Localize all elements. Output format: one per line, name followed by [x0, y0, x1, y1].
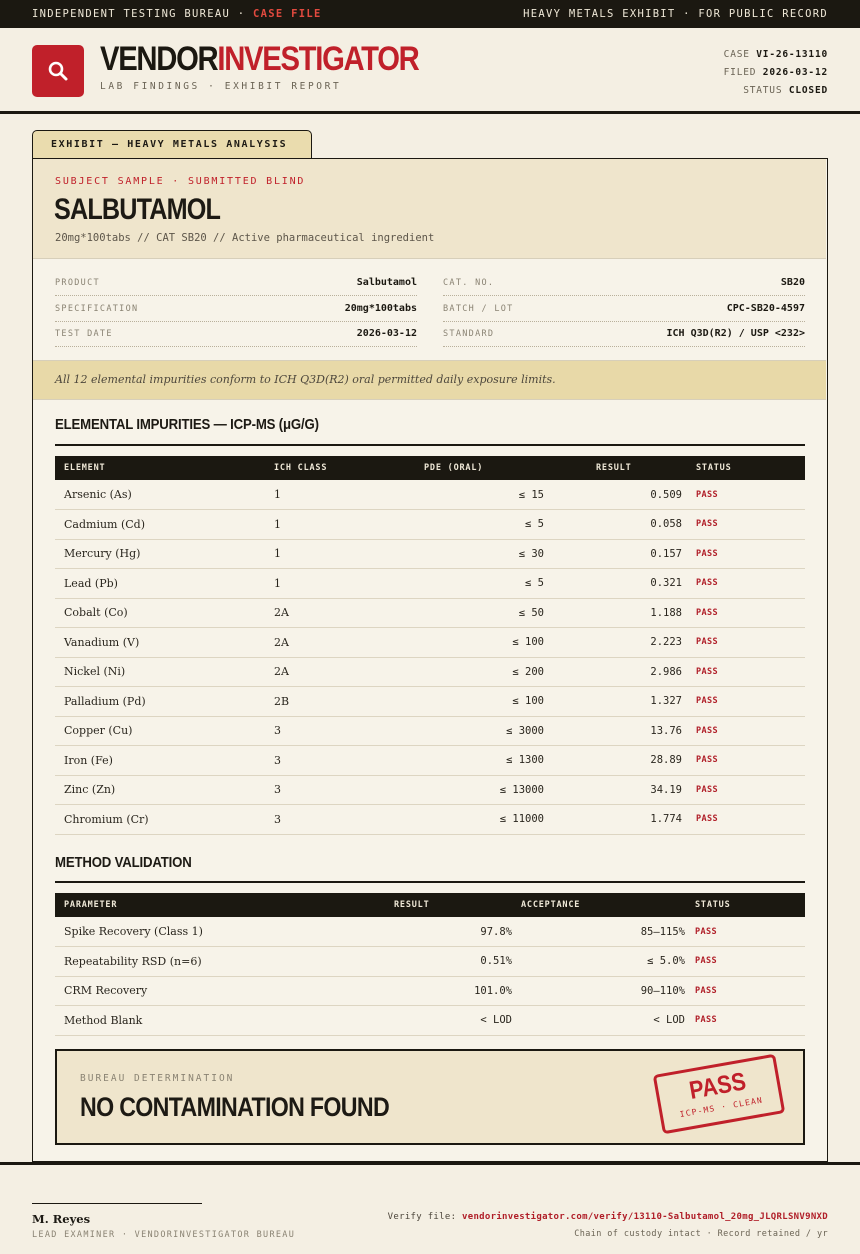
- case-status: STATUS CLOSED: [743, 85, 828, 96]
- parameter-cell: Spike Recovery (Class 1): [55, 917, 385, 947]
- table-row: [55, 805, 805, 835]
- pde-cell: ≤ 5: [415, 569, 570, 599]
- pde-cell: ≤ 100: [415, 687, 570, 717]
- parameter-cell: Repeatability RSD (n=6): [55, 947, 385, 977]
- pde-cell: ≤ 100: [415, 628, 570, 658]
- table-row: [55, 976, 805, 1006]
- acceptance-cell: ≤ 5.0%: [512, 947, 685, 977]
- validation-table: [55, 893, 805, 1036]
- subject-kicker: SUBJECT SAMPLE · SUBMITTED BLIND: [55, 176, 306, 187]
- table-row: [55, 775, 805, 805]
- ich-class-cell: 1: [265, 539, 415, 569]
- element-cell: Mercury (Hg): [55, 539, 265, 569]
- col-result: RESULT: [596, 463, 632, 473]
- result-cell: 2.986: [570, 657, 682, 687]
- result-cell: 0.157: [570, 539, 682, 569]
- case-file-label: CASE FILE: [253, 8, 322, 20]
- result-cell: 13.76: [570, 716, 682, 746]
- val-result-cell: 0.51%: [385, 947, 512, 977]
- result-cell: 1.327: [570, 687, 682, 717]
- exhibit-card: [32, 158, 828, 1162]
- element-cell: Palladium (Pd): [55, 687, 265, 717]
- ich-class-cell: 2A: [265, 628, 415, 658]
- status-cell: PASS: [682, 746, 805, 776]
- signer-name: M. Reyes: [32, 1212, 91, 1226]
- impurities-body: [55, 480, 805, 834]
- top-bar-right: HEAVY METALS EXHIBIT · FOR PUBLIC RECORD: [523, 8, 828, 20]
- pde-cell: ≤ 3000: [415, 716, 570, 746]
- element-cell: Arsenic (As): [55, 480, 265, 510]
- status-cell: PASS: [682, 480, 805, 510]
- result-cell: 1.188: [570, 598, 682, 628]
- col-element: ELEMENT: [64, 463, 106, 473]
- parameter-cell: CRM Recovery: [55, 976, 385, 1006]
- verify-file: Verify file: vendorinvestigator.com/verify/13110-Salbutamol_20mg_JLQRLSNV9NXD: [387, 1212, 828, 1222]
- col-status: STATUS: [696, 463, 732, 473]
- logo[interactable]: [32, 45, 84, 97]
- brand-wordmark: VENDORINVESTIGATOR: [100, 40, 419, 78]
- acceptance-cell: 85–115%: [512, 917, 685, 947]
- table-row: [55, 628, 805, 658]
- ich-class-cell: 3: [265, 716, 415, 746]
- element-cell: Cobalt (Co): [55, 598, 265, 628]
- element-cell: Nickel (Ni): [55, 657, 265, 687]
- table-row: [55, 947, 805, 977]
- result-cell: 2.223: [570, 628, 682, 658]
- impurities-header-row: [55, 456, 805, 480]
- acceptance-cell: < LOD: [512, 1006, 685, 1036]
- status-cell: PASS: [682, 687, 805, 717]
- col-ich-class: ICH CLASS: [274, 463, 328, 473]
- ich-class-cell: 1: [265, 510, 415, 540]
- case-meta: [724, 46, 828, 100]
- subject-panel: [33, 159, 826, 259]
- ich-class-cell: 2A: [265, 657, 415, 687]
- bureau-label: INDEPENDENT TESTING BUREAU ·: [32, 8, 246, 20]
- status-cell: PASS: [682, 716, 805, 746]
- table-row: [55, 746, 805, 776]
- ich-class-cell: 3: [265, 805, 415, 835]
- col-val-result: RESULT: [394, 900, 430, 910]
- pde-cell: ≤ 200: [415, 657, 570, 687]
- verify-link[interactable]: vendorinvestigator.com/verify/13110-Salbutamol_20mg_JLQRLSNV9NXD: [462, 1212, 828, 1222]
- result-cell: 34.19: [570, 775, 682, 805]
- pass-stamp: [653, 1054, 786, 1135]
- element-cell: Iron (Fe): [55, 746, 265, 776]
- val-status-cell: PASS: [685, 947, 805, 977]
- top-bar-left: [32, 8, 322, 20]
- element-cell: Zinc (Zn): [55, 775, 265, 805]
- stamp-main: PASS: [687, 1067, 749, 1105]
- detail-standard: STANDARD ICH Q3D(R2) / USP <232>: [443, 322, 805, 347]
- ich-class-cell: 1: [265, 480, 415, 510]
- col-acceptance: ACCEPTANCE: [521, 900, 581, 910]
- parameter-cell: Method Blank: [55, 1006, 385, 1036]
- result-cell: 0.058: [570, 510, 682, 540]
- table-row: [55, 539, 805, 569]
- ich-class-cell: 3: [265, 746, 415, 776]
- table-row: [55, 1006, 805, 1036]
- table-row: [55, 917, 805, 947]
- pde-cell: ≤ 1300: [415, 746, 570, 776]
- status-cell: PASS: [682, 628, 805, 658]
- exhibit-tab[interactable]: EXHIBIT — HEAVY METALS ANALYSIS: [32, 130, 312, 158]
- table-row: [55, 598, 805, 628]
- pde-cell: ≤ 11000: [415, 805, 570, 835]
- status-cell: PASS: [682, 775, 805, 805]
- impurities-table: [55, 456, 805, 835]
- val-status-cell: PASS: [685, 1006, 805, 1036]
- val-result-cell: 97.8%: [385, 917, 512, 947]
- impurities-rule: [55, 444, 805, 446]
- table-row: [55, 510, 805, 540]
- val-result-cell: 101.0%: [385, 976, 512, 1006]
- detail-batch: BATCH / LOT CPC-SB20-4597: [443, 297, 805, 322]
- table-row: [55, 716, 805, 746]
- validation-rule: [55, 881, 805, 883]
- brand-subtitle: LAB FINDINGS · EXHIBIT REPORT: [100, 81, 342, 92]
- detail-test-date: TEST DATE 2026-03-12: [55, 322, 417, 347]
- pde-cell: ≤ 13000: [415, 775, 570, 805]
- detail-specification: SPECIFICATION 20mg*100tabs: [55, 297, 417, 322]
- col-pde: PDE (ORAL): [424, 463, 484, 473]
- status-cell: PASS: [682, 539, 805, 569]
- custody-note: Chain of custody intact · Record retained / yr: [574, 1229, 828, 1239]
- determination-label: BUREAU DETERMINATION: [80, 1073, 235, 1084]
- magnifier-icon: [46, 59, 70, 83]
- ich-class-cell: 2A: [265, 598, 415, 628]
- validation-title: METHOD VALIDATION: [55, 854, 192, 871]
- detail-product: PRODUCT Salbutamol: [55, 271, 417, 296]
- table-row: [55, 687, 805, 717]
- col-parameter: PARAMETER: [64, 900, 118, 910]
- page-header: [0, 28, 860, 114]
- signer-role: LEAD EXAMINER · VENDORINVESTIGATOR BUREAU: [32, 1230, 296, 1240]
- pde-cell: ≤ 50: [415, 598, 570, 628]
- filed-date: FILED 2026-03-12: [723, 67, 828, 78]
- element-cell: Cadmium (Cd): [55, 510, 265, 540]
- status-cell: PASS: [682, 569, 805, 599]
- conformity-note: All 12 elemental impurities conform to ICH Q3D(R2) oral permitted daily exposure limits.: [33, 360, 826, 400]
- result-cell: 0.321: [570, 569, 682, 599]
- stamp-sub: ICP-MS · CLEAN: [679, 1095, 764, 1120]
- sample-name: SALBUTAMOL: [54, 193, 221, 226]
- page-footer: [0, 1162, 860, 1254]
- ich-class-cell: 1: [265, 569, 415, 599]
- pde-cell: ≤ 5: [415, 510, 570, 540]
- table-row: [55, 569, 805, 599]
- validation-body: [55, 917, 805, 1035]
- pde-cell: ≤ 30: [415, 539, 570, 569]
- pde-cell: ≤ 15: [415, 480, 570, 510]
- val-status-cell: PASS: [685, 917, 805, 947]
- element-cell: Copper (Cu): [55, 716, 265, 746]
- element-cell: Chromium (Cr): [55, 805, 265, 835]
- ich-class-cell: 2B: [265, 687, 415, 717]
- status-cell: PASS: [682, 805, 805, 835]
- acceptance-cell: 90–110%: [512, 976, 685, 1006]
- sample-description: 20mg*100tabs // CAT SB20 // Active pharmaceutical ingredient: [55, 232, 435, 244]
- result-cell: 1.774: [570, 805, 682, 835]
- impurities-title: ELEMENTAL IMPURITIES — ICP-MS (μG/G): [55, 416, 319, 433]
- table-row: [55, 480, 805, 510]
- status-cell: PASS: [682, 510, 805, 540]
- bureau-determination: [55, 1049, 805, 1145]
- result-cell: 0.509: [570, 480, 682, 510]
- determination-verdict: NO CONTAMINATION FOUND: [80, 1092, 390, 1122]
- top-bar: [0, 0, 860, 28]
- table-row: [55, 657, 805, 687]
- val-status-cell: PASS: [685, 976, 805, 1006]
- validation-header-row: [55, 893, 805, 917]
- status-cell: PASS: [682, 657, 805, 687]
- element-cell: Vanadium (V): [55, 628, 265, 658]
- signature-line: [32, 1203, 202, 1204]
- case-number: CASE VI-26-13110: [723, 49, 828, 60]
- status-cell: PASS: [682, 598, 805, 628]
- col-val-status: STATUS: [695, 900, 731, 910]
- element-cell: Lead (Pb): [55, 569, 265, 599]
- detail-cat-no: CAT. NO. SB20: [443, 271, 805, 296]
- result-cell: 28.89: [570, 746, 682, 776]
- ich-class-cell: 3: [265, 775, 415, 805]
- val-result-cell: < LOD: [385, 1006, 512, 1036]
